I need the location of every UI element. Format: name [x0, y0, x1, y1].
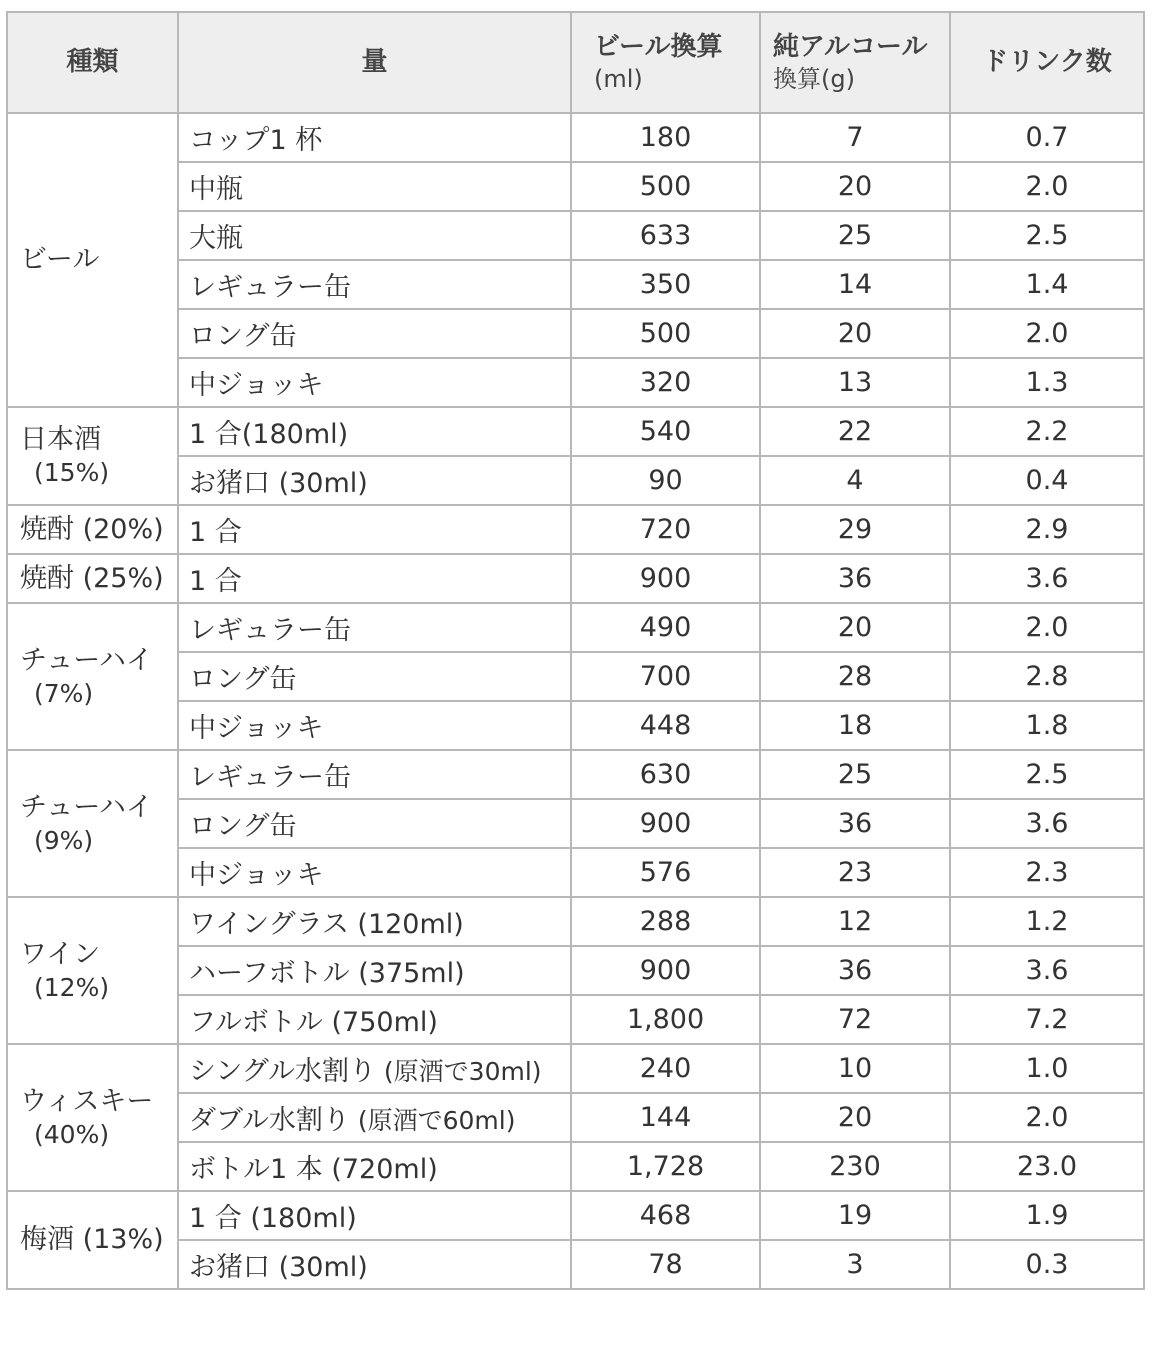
- drink-type-cell: [7, 1191, 178, 1289]
- table-row: [7, 260, 1144, 309]
- amount-label: 1 合 (180ml): [189, 1203, 357, 1234]
- header-pure-alcohol-unit: 換算(g): [773, 64, 855, 93]
- drink-type-name: ワイン: [20, 938, 101, 970]
- pure-alcohol-cell: 19: [760, 1191, 950, 1240]
- drink-type-cell: [7, 554, 178, 603]
- amount-label: シングル水割り: [189, 1056, 376, 1087]
- amount-label: コップ1 杯: [189, 125, 323, 156]
- beer-equivalent-cell: 78: [571, 1240, 760, 1289]
- drink-type-cell: [7, 113, 178, 407]
- table-row: [7, 358, 1144, 407]
- table-header: [7, 12, 1144, 113]
- amount-label: ロング缶: [189, 811, 297, 842]
- table-row: [7, 995, 1144, 1044]
- drink-count-cell: 1.4: [950, 260, 1144, 309]
- beer-equivalent-cell: 576: [571, 848, 760, 897]
- drink-count-cell: 3.6: [950, 554, 1144, 603]
- beer-equivalent-cell: 900: [571, 946, 760, 995]
- drink-type-name: 焼酎 (20%): [20, 513, 164, 545]
- beer-equivalent-cell: 633: [571, 211, 760, 260]
- drink-count-cell: 2.0: [950, 309, 1144, 358]
- amount-cell: [178, 1142, 571, 1191]
- drink-type-cell: [7, 897, 178, 1044]
- drink-count-cell: 2.5: [950, 211, 1144, 260]
- amount-label: お猪口 (30ml): [189, 468, 368, 499]
- beer-equivalent-cell: 180: [571, 113, 760, 162]
- drink-count-cell: 23.0: [950, 1142, 1144, 1191]
- amount-cell: [178, 456, 571, 505]
- drink-count-cell: 2.5: [950, 750, 1144, 799]
- drink-type-cell: [7, 603, 178, 750]
- amount-cell: [178, 260, 571, 309]
- table-row: [7, 799, 1144, 848]
- amount-label: 1 合: [189, 517, 242, 548]
- amount-label: フルボトル (750ml): [189, 1007, 438, 1038]
- pure-alcohol-cell: 7: [760, 113, 950, 162]
- amount-label: お猪口 (30ml): [189, 1252, 368, 1283]
- pure-alcohol-cell: 230: [760, 1142, 950, 1191]
- drink-count-cell: 2.0: [950, 1093, 1144, 1142]
- table-row: [7, 1093, 1144, 1142]
- amount-cell: [178, 799, 571, 848]
- amount-cell: [178, 162, 571, 211]
- amount-label: 中ジョッキ: [189, 370, 324, 401]
- drink-count-cell: 7.2: [950, 995, 1144, 1044]
- table-row: [7, 113, 1144, 162]
- drink-type-percentage: (7%): [34, 678, 94, 708]
- table-row: [7, 1044, 1144, 1093]
- drink-type-percentage: (12%): [34, 972, 110, 1002]
- amount-label: レギュラー缶: [189, 615, 351, 646]
- table-row: [7, 1142, 1144, 1191]
- amount-label: レギュラー缶: [189, 272, 351, 303]
- drink-type-name: 梅酒 (13%): [20, 1224, 164, 1256]
- drink-count-cell: 1.9: [950, 1191, 1144, 1240]
- beer-equivalent-cell: 900: [571, 554, 760, 603]
- drink-type-name: ビール: [20, 244, 100, 276]
- table-row: [7, 946, 1144, 995]
- pure-alcohol-cell: 22: [760, 407, 950, 456]
- pure-alcohol-cell: 4: [760, 456, 950, 505]
- pure-alcohol-cell: 36: [760, 554, 950, 603]
- pure-alcohol-cell: 20: [760, 603, 950, 652]
- drink-type-percentage: (15%): [34, 458, 110, 488]
- beer-equivalent-cell: 1,728: [571, 1142, 760, 1191]
- amount-note: (原酒で30ml): [375, 1057, 542, 1086]
- amount-label: ロング缶: [189, 321, 297, 352]
- drink-count-cell: 3.6: [950, 946, 1144, 995]
- drink-count-cell: 2.0: [950, 603, 1144, 652]
- beer-equivalent-cell: 144: [571, 1093, 760, 1142]
- amount-label: 1 合(180ml): [189, 419, 349, 450]
- amount-cell: [178, 701, 571, 750]
- pure-alcohol-cell: 20: [760, 162, 950, 211]
- amount-label: ボトル1 本 (720ml): [189, 1154, 438, 1185]
- pure-alcohol-cell: 20: [760, 309, 950, 358]
- amount-cell: [178, 358, 571, 407]
- header-beer-equivalent-unit: (ml): [594, 64, 643, 93]
- table-row: [7, 848, 1144, 897]
- beer-equivalent-cell: 500: [571, 162, 760, 211]
- amount-label: ダブル水割り: [189, 1105, 350, 1136]
- pure-alcohol-cell: 25: [760, 211, 950, 260]
- drink-count-cell: 0.7: [950, 113, 1144, 162]
- header-type: 種類: [7, 12, 178, 113]
- amount-cell: [178, 995, 571, 1044]
- beer-equivalent-cell: 700: [571, 652, 760, 701]
- amount-cell: [178, 505, 571, 554]
- amount-cell: [178, 946, 571, 995]
- drink-count-cell: 2.2: [950, 407, 1144, 456]
- amount-cell: [178, 1191, 571, 1240]
- drink-type-percentage: (40%): [34, 1119, 110, 1149]
- pure-alcohol-cell: 10: [760, 1044, 950, 1093]
- amount-label: 中ジョッキ: [189, 860, 324, 891]
- table-row: [7, 162, 1144, 211]
- header-pure-alcohol: [760, 12, 950, 113]
- amount-cell: [178, 554, 571, 603]
- pure-alcohol-cell: 28: [760, 652, 950, 701]
- drink-type-name: 焼酎 (25%): [20, 562, 164, 594]
- amount-label: レギュラー缶: [189, 762, 351, 793]
- header-drink-count: ドリンク数: [950, 12, 1144, 113]
- table-row: [7, 1240, 1144, 1289]
- drink-type-cell: [7, 1044, 178, 1191]
- amount-cell: [178, 1093, 571, 1142]
- header-amount: 量: [178, 12, 571, 113]
- beer-equivalent-cell: 320: [571, 358, 760, 407]
- beer-equivalent-cell: 500: [571, 309, 760, 358]
- beer-equivalent-cell: 900: [571, 799, 760, 848]
- table-row: [7, 309, 1144, 358]
- drink-type-name: チューハイ: [20, 791, 153, 823]
- drink-count-cell: 1.2: [950, 897, 1144, 946]
- beer-equivalent-cell: 90: [571, 456, 760, 505]
- drink-type-cell: [7, 407, 178, 505]
- table-row: [7, 897, 1144, 946]
- drink-type-cell: [7, 505, 178, 554]
- pure-alcohol-cell: 13: [760, 358, 950, 407]
- table-row: [7, 603, 1144, 652]
- beer-equivalent-cell: 350: [571, 260, 760, 309]
- amount-label: ロング缶: [189, 664, 297, 695]
- drink-count-cell: 1.3: [950, 358, 1144, 407]
- pure-alcohol-cell: 23: [760, 848, 950, 897]
- table-row: [7, 750, 1144, 799]
- pure-alcohol-cell: 36: [760, 946, 950, 995]
- amount-label: 中ジョッキ: [189, 713, 324, 744]
- amount-label: ワイングラス (120ml): [189, 909, 464, 940]
- drink-type-name: ウィスキー: [20, 1085, 154, 1117]
- beer-equivalent-cell: 1,800: [571, 995, 760, 1044]
- table-row: [7, 505, 1144, 554]
- header-row: [7, 12, 1144, 113]
- amount-cell: [178, 1044, 571, 1093]
- beer-equivalent-cell: 448: [571, 701, 760, 750]
- table-row: [7, 1191, 1144, 1240]
- drink-count-cell: 1.8: [950, 701, 1144, 750]
- drink-count-cell: 2.8: [950, 652, 1144, 701]
- amount-cell: [178, 211, 571, 260]
- amount-note: (原酒で60ml): [349, 1106, 516, 1135]
- amount-label: 1 合: [189, 566, 242, 597]
- amount-cell: [178, 113, 571, 162]
- beer-equivalent-cell: 540: [571, 407, 760, 456]
- pure-alcohol-cell: 18: [760, 701, 950, 750]
- amount-cell: [178, 309, 571, 358]
- drink-count-cell: 0.4: [950, 456, 1144, 505]
- pure-alcohol-cell: 12: [760, 897, 950, 946]
- table-row: [7, 652, 1144, 701]
- beer-equivalent-cell: 490: [571, 603, 760, 652]
- amount-label: 大瓶: [189, 223, 243, 254]
- alcohol-conversion-table: [6, 11, 1145, 1290]
- drink-count-cell: 2.3: [950, 848, 1144, 897]
- beer-equivalent-cell: 240: [571, 1044, 760, 1093]
- table-row: [7, 701, 1144, 750]
- drink-type-cell: [7, 750, 178, 897]
- amount-cell: [178, 603, 571, 652]
- drink-type-percentage: (9%): [34, 825, 94, 855]
- amount-cell: [178, 750, 571, 799]
- amount-cell: [178, 1240, 571, 1289]
- header-pure-alcohol-title: 純アルコール: [773, 32, 928, 63]
- amount-cell: [178, 652, 571, 701]
- pure-alcohol-cell: 20: [760, 1093, 950, 1142]
- drink-type-name: チューハイ: [20, 644, 153, 676]
- drink-count-cell: 2.0: [950, 162, 1144, 211]
- drink-count-cell: 1.0: [950, 1044, 1144, 1093]
- beer-equivalent-cell: 288: [571, 897, 760, 946]
- pure-alcohol-cell: 36: [760, 799, 950, 848]
- table-row: [7, 554, 1144, 603]
- amount-cell: [178, 407, 571, 456]
- beer-equivalent-cell: 468: [571, 1191, 760, 1240]
- beer-equivalent-cell: 720: [571, 505, 760, 554]
- pure-alcohol-cell: 29: [760, 505, 950, 554]
- table-row: [7, 456, 1144, 505]
- amount-cell: [178, 897, 571, 946]
- header-beer-equivalent: [571, 12, 760, 113]
- table-row: [7, 407, 1144, 456]
- pure-alcohol-cell: 14: [760, 260, 950, 309]
- amount-cell: [178, 848, 571, 897]
- pure-alcohol-cell: 3: [760, 1240, 950, 1289]
- pure-alcohol-cell: 72: [760, 995, 950, 1044]
- amount-label: 中瓶: [189, 174, 243, 205]
- table-body: [7, 113, 1144, 1289]
- pure-alcohol-cell: 25: [760, 750, 950, 799]
- header-beer-equivalent-title: ビール換算: [594, 32, 723, 63]
- drink-count-cell: 3.6: [950, 799, 1144, 848]
- table-row: [7, 211, 1144, 260]
- amount-label: ハーフボトル (375ml): [189, 958, 465, 989]
- drink-count-cell: 0.3: [950, 1240, 1144, 1289]
- beer-equivalent-cell: 630: [571, 750, 760, 799]
- drink-count-cell: 2.9: [950, 505, 1144, 554]
- drink-type-name: 日本酒: [20, 424, 101, 456]
